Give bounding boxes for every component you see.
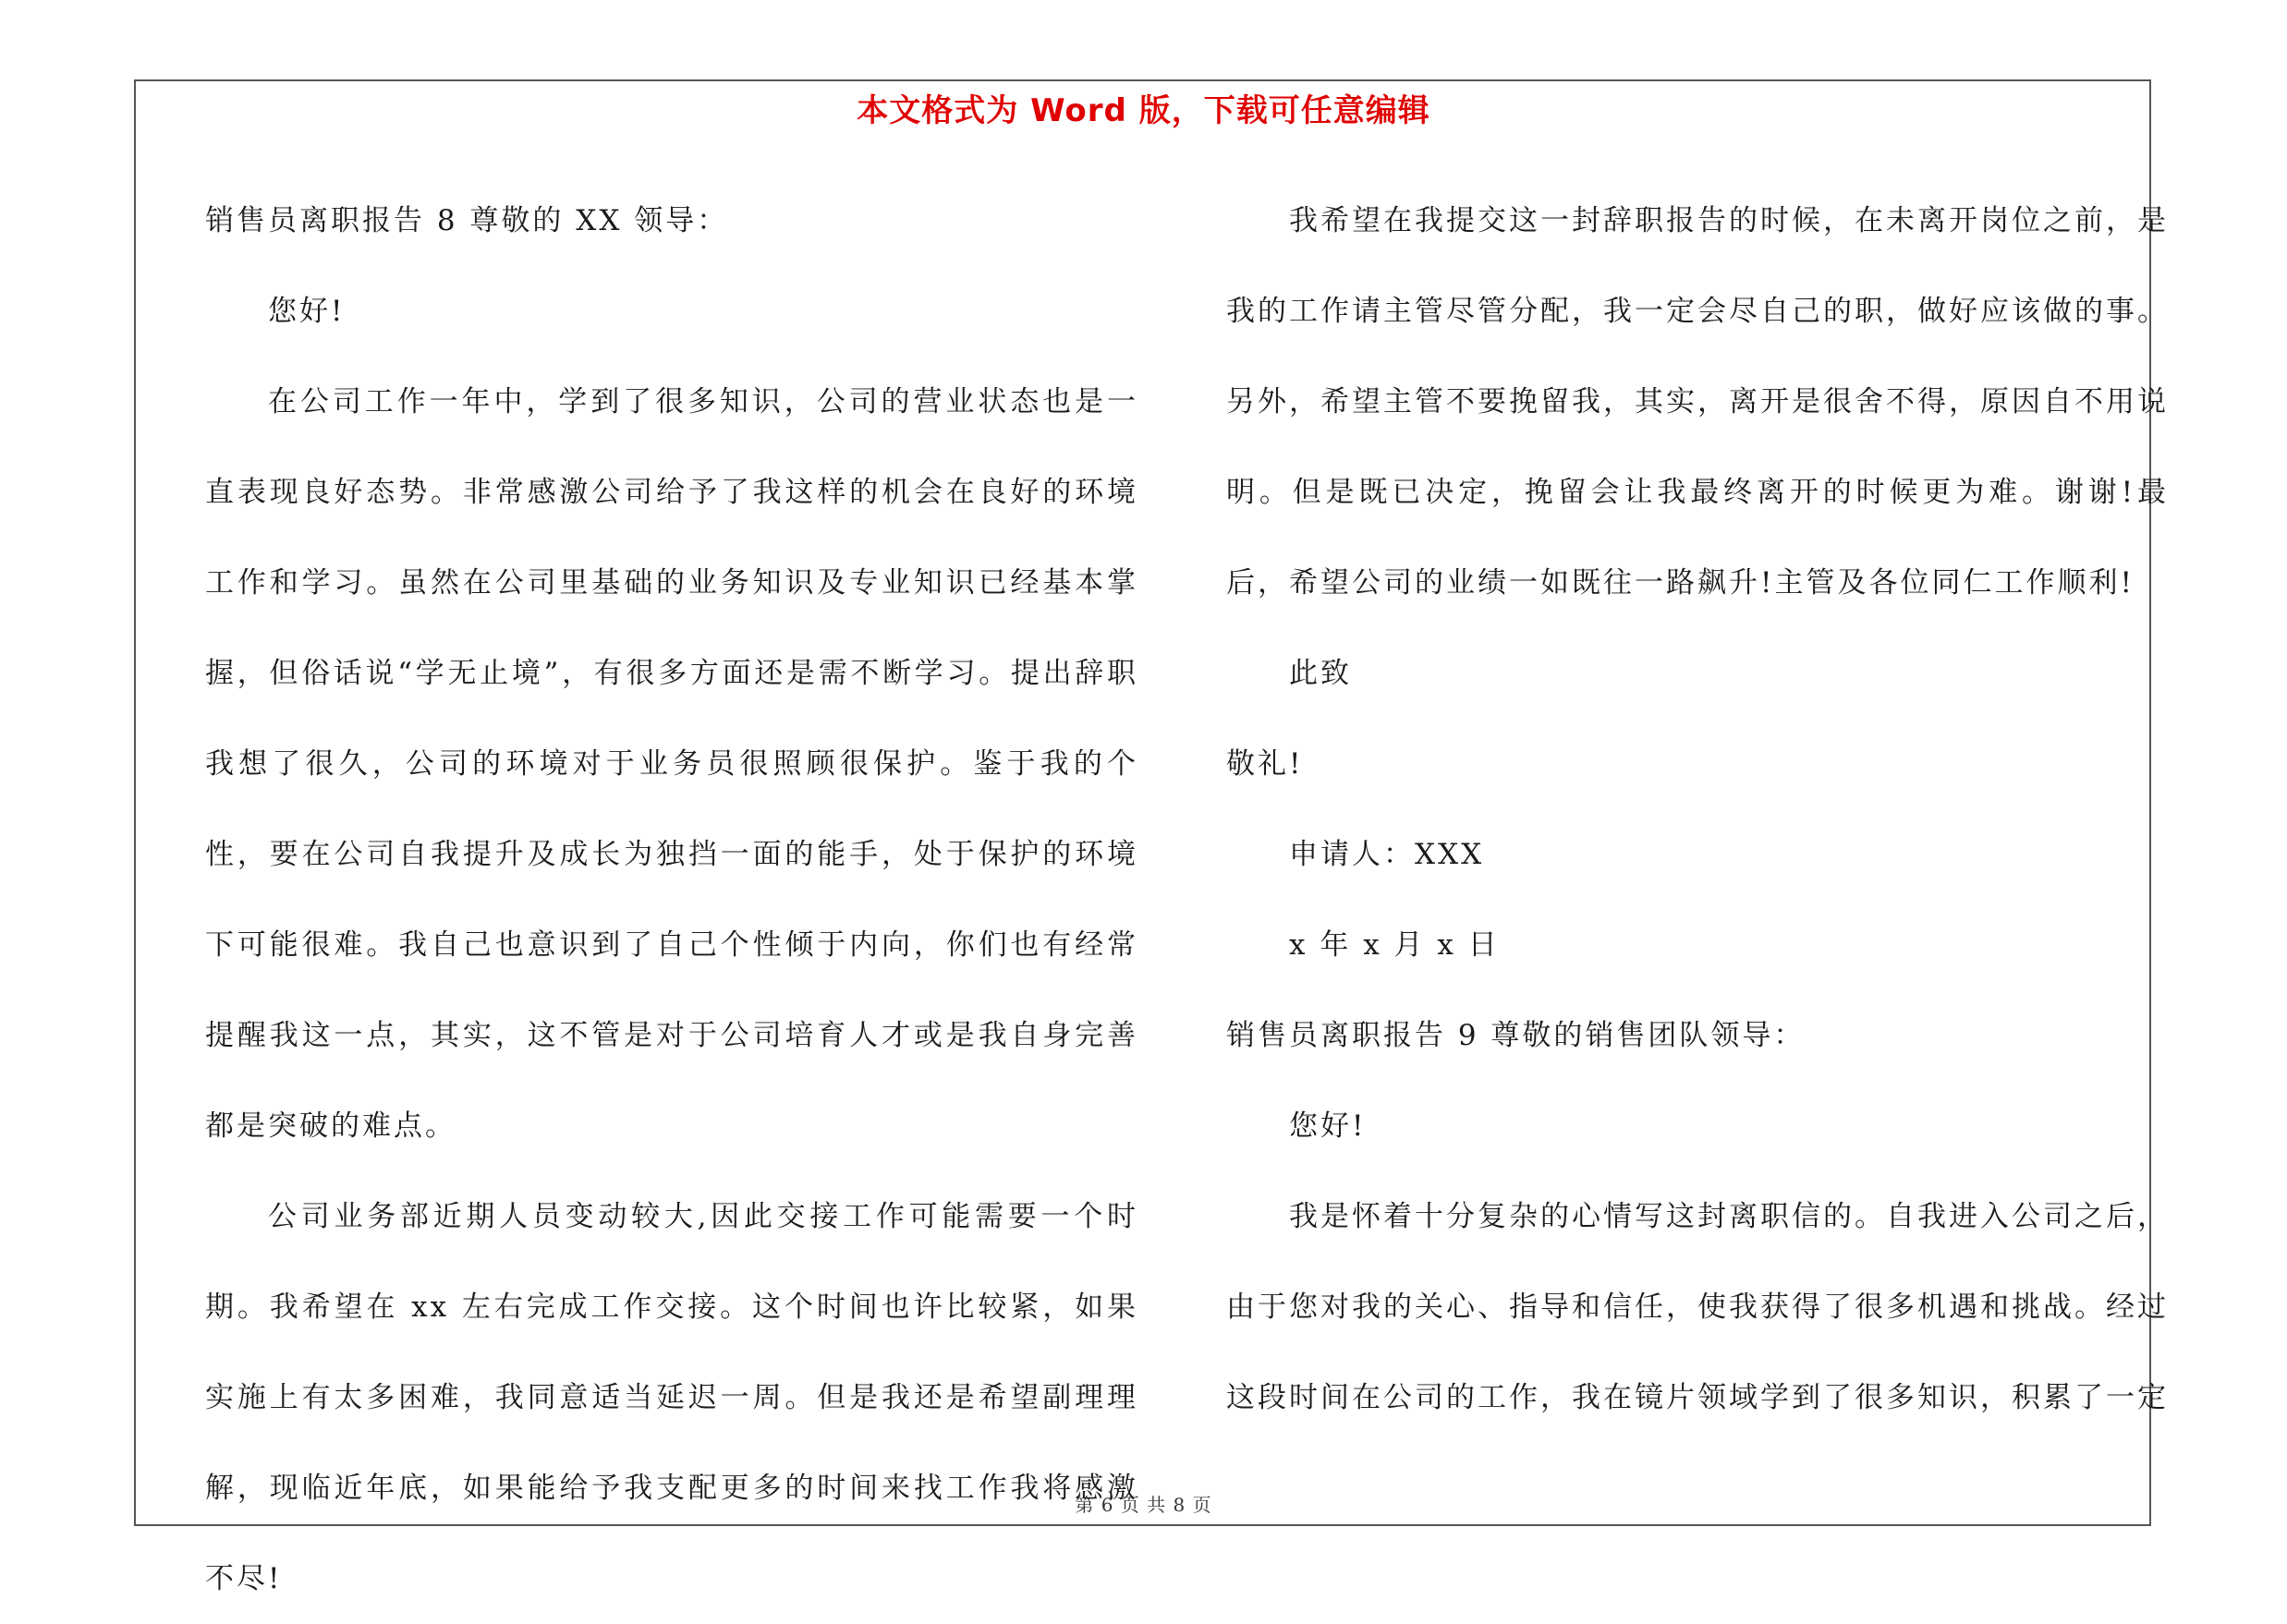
right-text-column [1226,176,2169,1443]
paragraph: 您好! [1289,1109,1367,1143]
paragraph: x 年 x 月 x 日 [1289,928,1500,962]
paragraph: 您好! [268,295,346,328]
paragraph: 申请人：XXX [1289,838,1485,871]
paragraph: 此致 [1289,657,1352,690]
format-notice-banner: 本文格式为 Word 版，下载可任意编辑 [857,92,1430,129]
paragraph: 公司业务部近期人员变动较大,因此交接工作可能需要一个时期。我希望在 xx 左右完成工作交接。这个时间也许比较紧，如果实施上有太多困难，我同意适当延迟一周。但是我还是希望副理理解，现临近年底，如果能给予我支配更多的时间来找工作我将感激不尽! [205,1200,1138,1595]
paragraph: 销售员离职报告 8 尊敬的 XX 领导： [205,204,729,237]
paragraph: 我希望在我提交这一封辞职报告的时候，在未离开岗位之前，是我的工作请主管尽管分配，我一定会尽自己的职，做好应该做的事。另外，希望主管不要挽留我，其实，离开是很舍不得，原因自不用说明。但是既已决定，挽留会让我最终离开的时候更为难。谢谢!最后，希望公司的业绩一如既往一路飙升!主管及各位同仁工作顺利! [1226,204,2169,600]
left-text-column [205,176,1138,1624]
paragraph: 我是怀着十分复杂的心情写这封离职信的。自我进入公司之后，由于您对我的关心、指导和信任，使我获得了很多机遇和挑战。经过这段时间在公司的工作，我在镜片领域学到了很多知识，积累了一定 [1226,1200,2169,1414]
page-number-footer: 第 6 页 共 8 页 [1075,1494,1212,1516]
paragraph: 在公司工作一年中，学到了很多知识，公司的营业状态也是一直表现良好态势。非常感激公司给予了我这样的机会在良好的环境工作和学习。虽然在公司里基础的业务知识及专业知识已经基本掌握，但俗话说“学无止境”，有很多方面还是需不断学习。提出辞职我想了很久，公司的环境对于业务员很照顾很保护。鉴于我的个性，要在公司自我提升及成长为独挡一面的能手，处于保护的环境下可能很难。我自己也意识到了自己个性倾于内向，你们也有经常提醒我这一点，其实，这不管是对于公司培育人才或是我自身完善都是突破的难点。 [205,385,1138,1143]
paragraph: 销售员离职报告 9 尊敬的销售团队领导： [1226,1019,1806,1052]
paragraph: 敬礼! [1226,747,1304,781]
